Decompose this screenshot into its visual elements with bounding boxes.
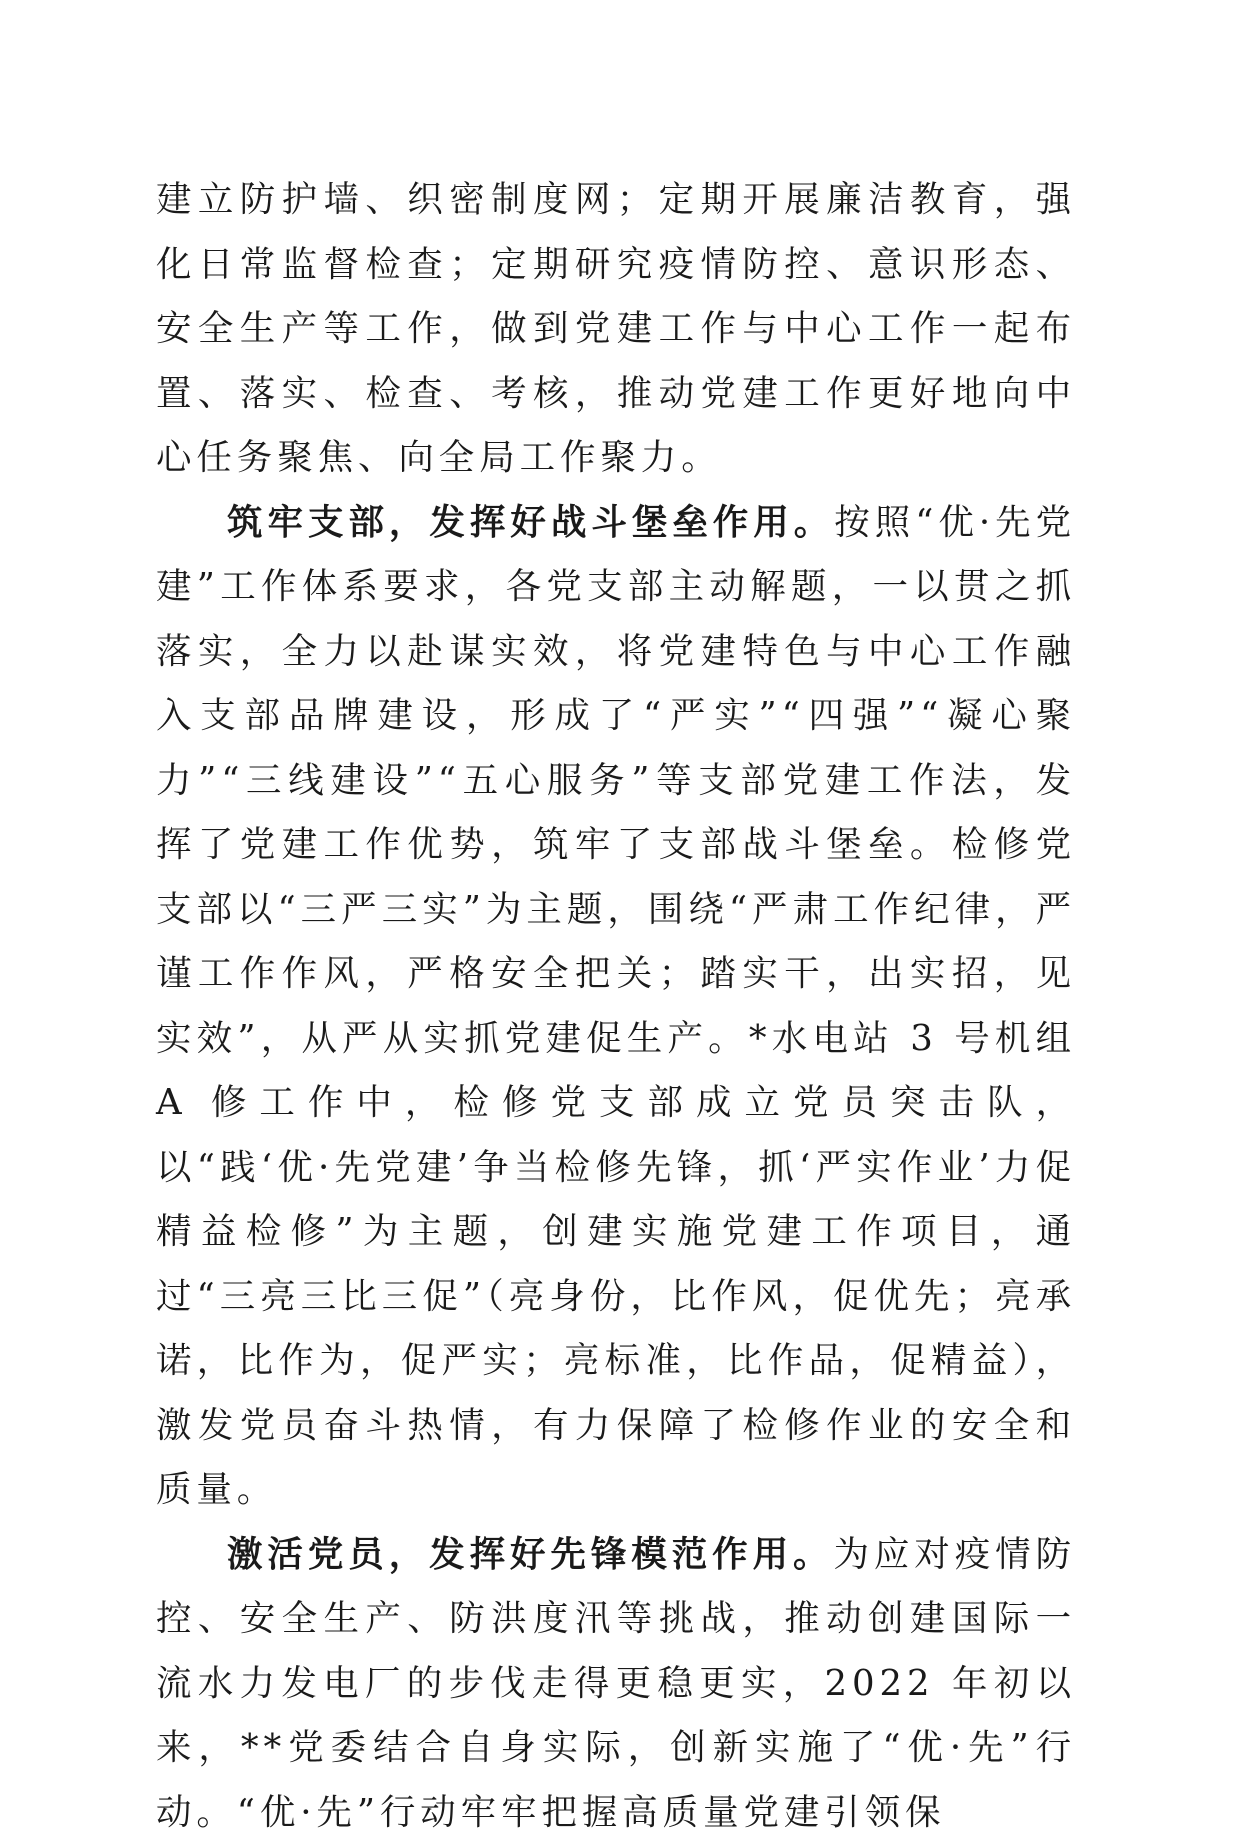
paragraph-continuation: [156, 168, 1076, 491]
paragraph-body: 建立防护墙、织密制度网；定期开展廉洁教育，强化日常监督检查；定期研究疫情防控、意识形态、安全生产等工作，做到党建工作与中心工作一起布置、落实、检查、考核，推动党建工作更好地向中心任务聚焦、向全局工作聚力。: [156, 179, 1076, 478]
paragraph-body: 为应对疫情防控、安全生产、防洪度汛等挑战，推动创建国际一流水力发电厂的步伐走得更稳更实，2022 年初以来，**党委结合自身实际，创新实施了“优·先”行动。“优·先”行动牢牢把握高质量党建引领保: [156, 1534, 1076, 1833]
document-page: [156, 168, 1076, 1845]
paragraph-heading: 筑牢支部，发挥好战斗堡垒作用。: [227, 502, 834, 543]
paragraph-branch-fortress: [156, 491, 1076, 1523]
paragraph-heading: 激活党员，发挥好先锋模范作用。: [227, 1534, 833, 1575]
paragraph-party-members: [156, 1523, 1076, 1845]
paragraph-body: 按照“优·先党建”工作体系要求，各党支部主动解题，一以贯之抓落实，全力以赴谋实效，将党建特色与中心工作融入支部品牌建设，形成了“严实”“四强”“凝心聚力”“三线建设”“五心服务”等支部党建工作法，发挥了党建工作优势，筑牢了支部战斗堡垒。检修党支部以“三严三实”为主题，围绕“严肃工作纪律，严谨工作作风，严格安全把关；踏实干，出实招，见实效”，从严从实抓党建促生产。*水电站 3 号机组 A 修工作中，检修党支部成立党员突击队，以“践‘优·先党建’争当检修先锋，抓‘严实作业’力促精益检修”为主题，创建实施党建工作项目，通过“三亮三比三促”（亮身份，比作风，促优先；亮承诺，比作为，促严实；亮标准，比作品，促精益），激发党员奋斗热情，有力保障了检修作业的安全和质量。: [156, 502, 1076, 1511]
